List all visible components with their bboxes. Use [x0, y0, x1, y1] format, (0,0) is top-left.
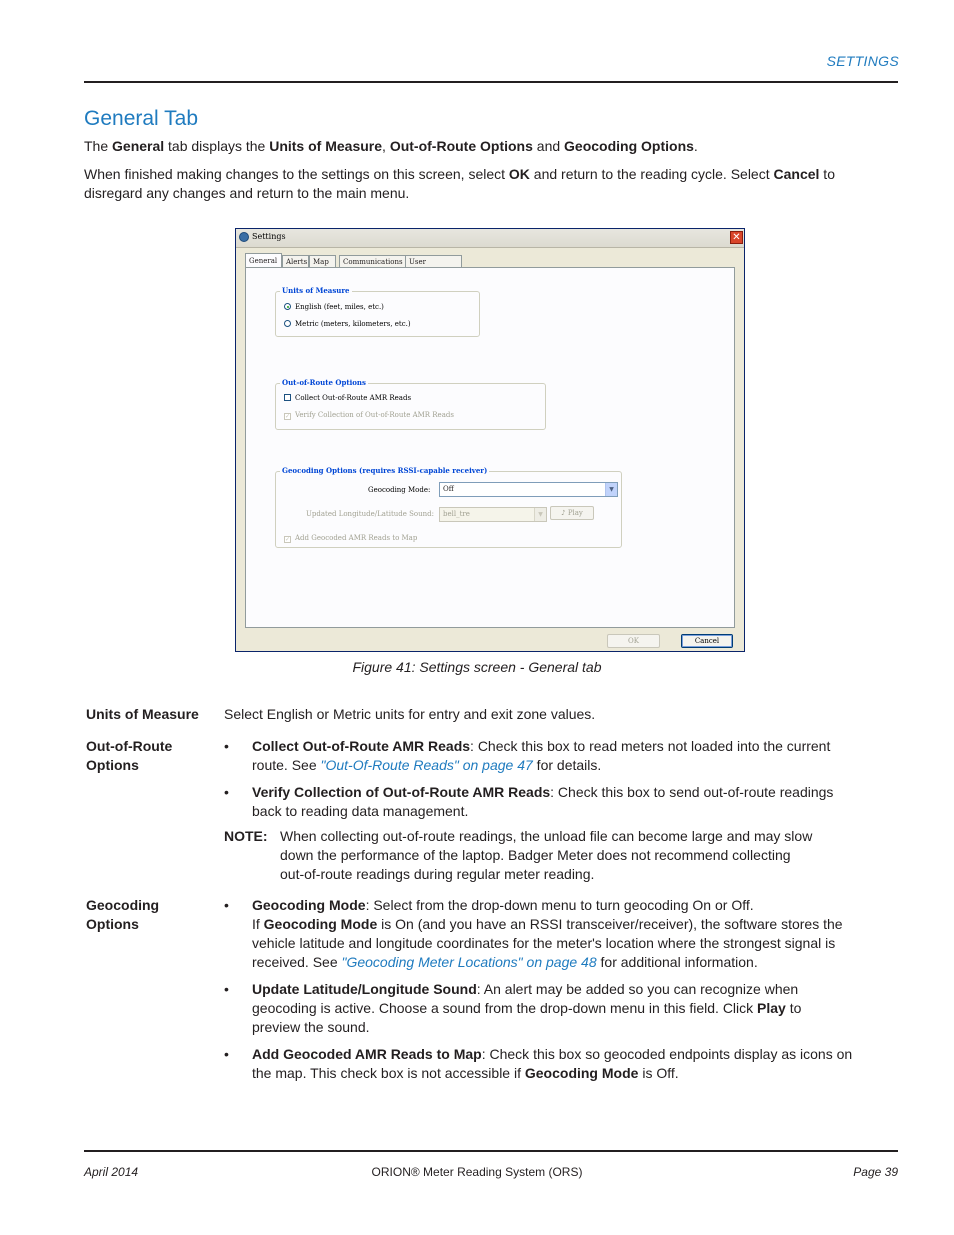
sound-label: Updated Longitude/Latitude Sound: [306, 510, 434, 518]
gear-icon [239, 232, 249, 242]
tab-communications[interactable]: Communications [339, 255, 406, 267]
footer-page-number: Page 39 [853, 1165, 898, 1179]
checkbox-icon [284, 394, 291, 401]
bullet-verify-collection: Verify Collection of Out-of-Route AMR Reads: Check this box to send out-of-route readings back to reading data management. [252, 784, 834, 819]
checkbox-collect-out-of-route[interactable]: Collect Out-of-Route AMR Reads [284, 394, 411, 402]
intro-paragraph-1: The General tab displays the Units of Measure, Out-of-Route Options and Geocoding Options. [84, 138, 698, 154]
play-button[interactable]: ♪ Play [550, 506, 594, 520]
bullet-marker: • [224, 738, 229, 754]
footer-rule [84, 1150, 898, 1152]
term-geocoding-options: Geocoding Options [86, 897, 160, 932]
footer-product: ORION® Meter Reading System (ORS) [371, 1165, 583, 1179]
cancel-button[interactable]: Cancel [681, 634, 733, 648]
term-units-of-measure: Units of Measure [86, 706, 199, 722]
out-of-route-legend: Out-of-Route Options [282, 378, 366, 387]
general-tab-panel [245, 267, 735, 628]
units-legend: Units of Measure [282, 286, 350, 295]
dialog-title: Settings [252, 232, 286, 241]
radio-selected-icon [284, 303, 291, 310]
page-title: General Tab [84, 107, 199, 130]
radio-metric[interactable]: Metric (meters, kilometers, etc.) [284, 320, 411, 328]
geocoding-group [275, 466, 622, 548]
geocoding-legend: Geocoding Options (requires RSSI-capable receiver) [282, 466, 488, 475]
checkbox-checked-disabled-icon: ✓ [285, 413, 291, 420]
dialog-title-bar [236, 229, 744, 248]
term-out-of-route-options: Out-of-Route Options [86, 738, 173, 773]
chevron-down-icon: ▼ [605, 483, 617, 496]
link-geocoding-meter-locations[interactable]: "Geocoding Meter Locations" on page 48 [341, 954, 597, 970]
bullet-add-geocoded-reads: Add Geocoded AMR Reads to Map: Check this box so geocoded endpoints display as icons on the map. This check box is not accessible if Geocoding Mode is Off. [252, 1046, 853, 1081]
ok-button[interactable]: OK [607, 634, 660, 648]
out-of-route-group [275, 378, 546, 430]
chevron-down-icon: ▼ [534, 508, 546, 521]
note-text: When collecting out-of-route readings, the unload file can become large and may slow down the performance of the laptop. Badger Meter does not recommend collecting out-of-route readings during regular meter reading. [280, 828, 813, 882]
tab-map[interactable]: Map [309, 255, 336, 267]
bullet-collect-out-of-route: Collect Out-of-Route AMR Reads: Check this box to read meters not loaded into the current route. See "Out-Of-Route Reads" on page 47 for details. [252, 738, 831, 773]
bullet-geocoding-mode: Geocoding Mode: Select from the drop-down menu to turn geocoding On or Off. If Geocoding Mode is On (and you have an RSSI transceiver/receiver), the software stores the vehicle latitude and longitude coordinates for the meter's location where the strongest signal is received. See "Geocoding Meter Locations" on page 48 for additional information. [252, 897, 843, 970]
checkbox-add-geocoded-reads[interactable]: ✓ Add Geocoded AMR Reads to Map [285, 534, 418, 543]
note-label: NOTE: [224, 828, 268, 844]
checkbox-verify-collection[interactable]: ✓ Verify Collection of Out-of-Route AMR Reads [285, 411, 454, 420]
running-header-section: SETTINGS [826, 53, 899, 69]
figure-caption: Figure 41: Settings screen - General tab [352, 659, 602, 675]
intro-paragraph-2: When finished making changes to the settings on this screen, select OK and return to the reading cycle. Select Cancel to disregard any changes and return to the main menu. [84, 166, 835, 201]
radio-empty-icon [284, 320, 291, 327]
tab-alerts[interactable]: Alerts [282, 255, 309, 267]
link-out-of-route-reads[interactable]: "Out-Of-Route Reads" on page 47 [320, 757, 533, 773]
radio-english[interactable]: English (feet, miles, etc.) [284, 303, 384, 311]
units-of-measure-group [275, 286, 480, 337]
sound-select[interactable]: bell_tre ▼ [439, 507, 547, 522]
close-button[interactable]: ✕ [730, 231, 743, 244]
bullet-marker: • [224, 1046, 229, 1062]
tab-general[interactable]: General [245, 253, 282, 268]
def-units-of-measure: Select English or Metric units for entry and exit zone values. [224, 706, 596, 722]
speaker-icon: ♪ [561, 509, 566, 517]
bullet-marker: • [224, 981, 229, 997]
footer-date: April 2014 [84, 1165, 139, 1179]
bullet-marker: • [224, 897, 229, 913]
header-rule [84, 81, 898, 83]
checkbox-checked-disabled-icon: ✓ [285, 536, 291, 543]
bullet-update-sound: Update Latitude/Longitude Sound: An alert may be added so you can recognize when geocoding is active. Choose a sound from the drop-down menu in this field. Click Play to preview the sound. [252, 981, 802, 1035]
geocoding-mode-label: Geocoding Mode: [368, 486, 431, 494]
tab-user-interface[interactable]: User [405, 255, 462, 267]
bullet-marker: • [224, 784, 229, 800]
settings-dialog [235, 228, 745, 652]
geocoding-mode-select[interactable]: Off ▼ [439, 482, 618, 497]
